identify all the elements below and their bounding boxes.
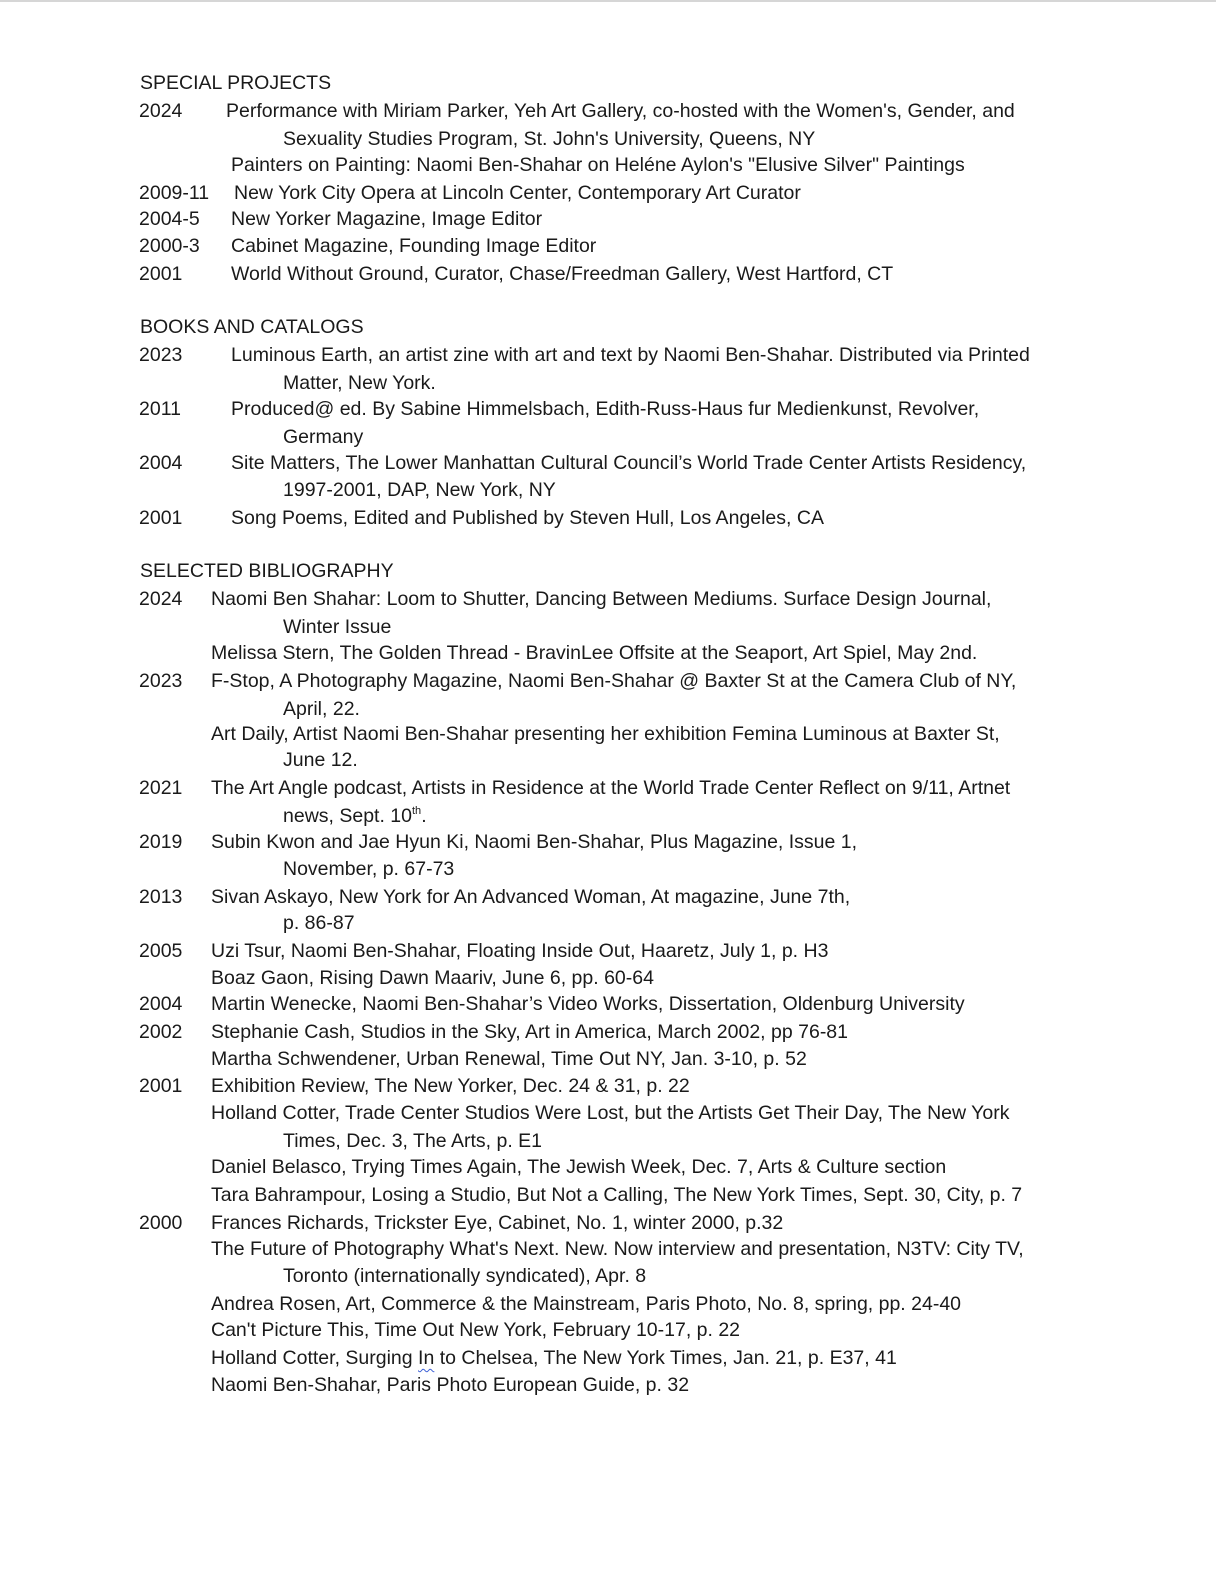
entry-text: Uzi Tsur, Naomi Ben-Shahar, Floating Inside Out, Haaretz, July 1, p. H3	[211, 940, 829, 962]
entry-text-continued: p. 86-87	[283, 912, 355, 934]
entry-text: The Art Angle podcast, Artists in Residence at the World Trade Center Reflect on 9/11, Artnet	[211, 777, 1011, 799]
entry-text-continued: Winter Issue	[283, 616, 392, 638]
entry-text: New Yorker Magazine, Image Editor	[231, 208, 543, 230]
entry-year: 2000	[139, 1212, 183, 1234]
entry-text: Art Daily, Artist Naomi Ben-Shahar presenting her exhibition Femina Luminous at Baxter St,	[211, 723, 1000, 745]
entry-year: 2023	[139, 344, 183, 366]
entry-year: 2000-3	[139, 235, 200, 257]
entry-text: Frances Richards, Trickster Eye, Cabinet, No. 1, winter 2000, p.32	[211, 1212, 784, 1234]
entry-text: Andrea Rosen, Art, Commerce & the Mainstream, Paris Photo, No. 8, spring, pp. 24-40	[211, 1293, 962, 1315]
entry-text: F-Stop, A Photography Magazine, Naomi Ben-Shahar @ Baxter St at the Camera Club of NY,	[211, 670, 1017, 692]
entry-text: Naomi Ben-Shahar, Paris Photo European Guide, p. 32	[211, 1374, 690, 1396]
section-heading: SPECIAL PROJECTS	[140, 72, 332, 94]
entry-text: Exhibition Review, The New Yorker, Dec. 24 & 31, p. 22	[211, 1075, 690, 1097]
entry-year: 2011	[139, 398, 181, 420]
entry-text-continued: November, p. 67-73	[283, 858, 455, 880]
entry-year: 2004	[139, 993, 183, 1015]
entry-text: Site Matters, The Lower Manhattan Cultural Council’s World Trade Center Artists Residency,	[231, 452, 1027, 474]
entry-text-part: .	[421, 805, 427, 827]
entry-year: 2021	[139, 777, 183, 799]
ordinal-superscript: th	[412, 805, 422, 817]
entry-year: 2013	[139, 886, 183, 908]
entry-year: 2019	[139, 831, 183, 853]
entry-text-continued: June 12.	[283, 749, 358, 771]
entry-text-continued: Toronto (internationally syndicated), Apr. 8	[283, 1265, 647, 1287]
entry-text-continued: Matter, New York.	[283, 372, 436, 394]
entry-text	[211, 1347, 897, 1370]
entry-text: Holland Cotter, Trade Center Studios Were Lost, but the Artists Get Their Day, The New York	[211, 1102, 1010, 1124]
entry-year: 2023	[139, 670, 183, 692]
entry-text: The Future of Photography What's Next. New. Now interview and presentation, N3TV: City TV,	[211, 1238, 1024, 1260]
entry-text: Sivan Askayo, New York for An Advanced Woman, At magazine, June 7th,	[211, 886, 851, 908]
entry-text-part: news, Sept. 10	[283, 805, 412, 827]
entry-text: Can't Picture This, Time Out New York, February 10-17, p. 22	[211, 1319, 741, 1341]
entry-text-continued: Times, Dec. 3, The Arts, p. E1	[283, 1130, 543, 1152]
entry-year: 2001	[139, 507, 183, 529]
entry-year: 2024	[139, 100, 183, 122]
page-top-border	[0, 0, 1216, 2]
section-heading: SELECTED BIBLIOGRAPHY	[140, 560, 394, 582]
entry-text: Martha Schwendener, Urban Renewal, Time Out NY, Jan. 3-10, p. 52	[211, 1048, 807, 1070]
entry-text: New York City Opera at Lincoln Center, Contemporary Art Curator	[234, 182, 801, 204]
entry-year: 2005	[139, 940, 183, 962]
entry-text: Tara Bahrampour, Losing a Studio, But Not a Calling, The New York Times, Sept. 30, City, p. 7	[211, 1184, 1023, 1206]
entry-text-part: Holland Cotter, Surging	[211, 1347, 419, 1369]
entry-text: Stephanie Cash, Studios in the Sky, Art in America, March 2002, pp 76-81	[211, 1021, 848, 1043]
entry-text: Luminous Earth, an artist zine with art and text by Naomi Ben-Shahar. Distributed via Printed	[231, 344, 1030, 366]
entry-text-continued: Sexuality Studies Program, St. John's University, Queens, NY	[283, 128, 816, 150]
entry-text: Daniel Belasco, Trying Times Again, The Jewish Week, Dec. 7, Arts & Culture section	[211, 1156, 947, 1178]
entry-text: Subin Kwon and Jae Hyun Ki, Naomi Ben-Shahar, Plus Magazine, Issue 1,	[211, 831, 858, 853]
entry-text: Painters on Painting: Naomi Ben-Shahar on Heléne Aylon's "Elusive Silver" Paintings	[231, 154, 965, 176]
entry-text: Boaz Gaon, Rising Dawn Maariv, June 6, pp. 60-64	[211, 967, 654, 989]
entry-text-part: to Chelsea, The New York Times, Jan. 21, p. E37, 41	[434, 1347, 897, 1369]
entry-text-continued: Germany	[283, 426, 364, 448]
section-heading: BOOKS AND CATALOGS	[140, 316, 364, 338]
entry-text: Martin Wenecke, Naomi Ben-Shahar’s Video Works, Dissertation, Oldenburg University	[211, 993, 965, 1015]
entry-text: Song Poems, Edited and Published by Steven Hull, Los Angeles, CA	[231, 507, 824, 529]
entry-text-continued: April, 22.	[283, 698, 360, 720]
entry-text: Naomi Ben Shahar: Loom to Shutter, Dancing Between Mediums. Surface Design Journal,	[211, 588, 992, 610]
entry-year: 2024	[139, 588, 183, 610]
entry-text: World Without Ground, Curator, Chase/Freedman Gallery, West Hartford, CT	[231, 263, 894, 285]
entry-year: 2004-5	[139, 208, 200, 230]
entry-text-continued	[283, 805, 427, 828]
entry-text: Melissa Stern, The Golden Thread - BravinLee Offsite at the Seaport, Art Spiel, May 2nd.	[211, 642, 978, 664]
entry-year: 2004	[139, 452, 183, 474]
entry-year: 2001	[139, 263, 183, 285]
entry-text-continued: 1997-2001, DAP, New York, NY	[283, 479, 556, 501]
entry-text: Produced@ ed. By Sabine Himmelsbach, Edith-Russ-Haus fur Medienkunst, Revolver,	[231, 398, 980, 420]
entry-text: Cabinet Magazine, Founding Image Editor	[231, 235, 597, 257]
entry-year: 2002	[139, 1021, 183, 1043]
entry-year: 2009-11	[139, 182, 210, 204]
entry-text: Performance with Miriam Parker, Yeh Art Gallery, co-hosted with the Women's, Gender, and	[226, 100, 1015, 122]
spellcheck-flagged-word[interactable]: In	[418, 1347, 435, 1369]
entry-year: 2001	[139, 1075, 183, 1097]
